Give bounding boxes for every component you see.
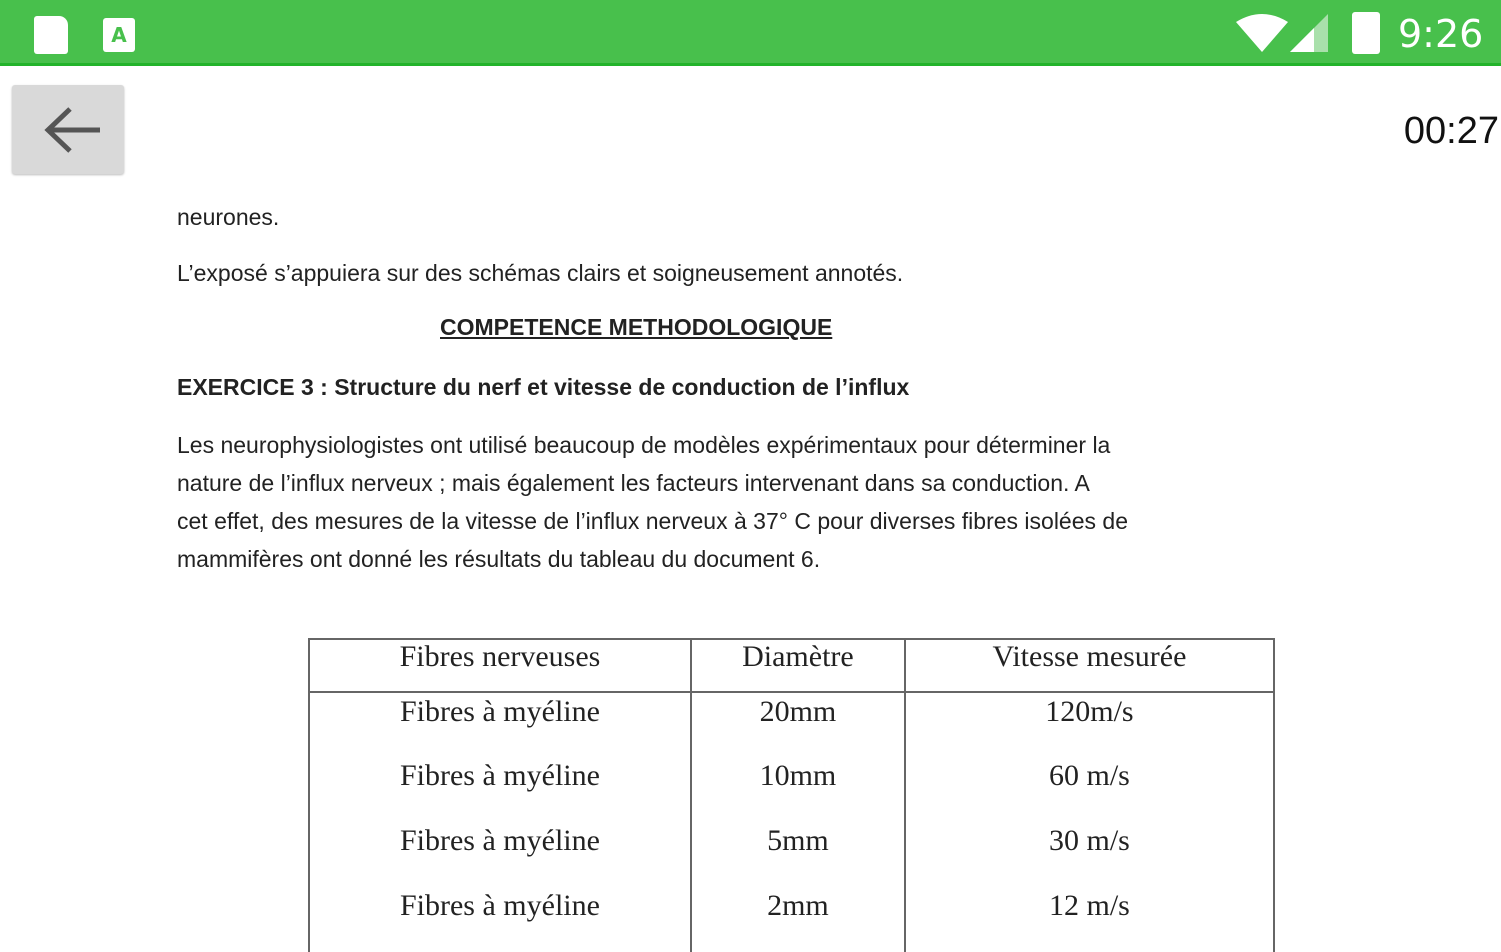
header-cell: Diamètre xyxy=(691,639,905,692)
cell: Fibres à myéline xyxy=(309,757,691,822)
sd-card-icon xyxy=(34,16,68,54)
cell: 5mm xyxy=(691,822,905,887)
data-table xyxy=(308,638,1275,952)
paragraph-line: Les neurophysiologistes ont utilisé beaucoup de modèles expérimentaux pour déterminer la xyxy=(177,432,1111,458)
paragraph-line: mammifères ont donné les résultats du tableau du document 6. xyxy=(177,546,821,572)
battery-charging-icon xyxy=(1352,12,1380,54)
app-a-icon: A xyxy=(103,18,135,52)
back-button[interactable] xyxy=(12,85,124,174)
cell: 2mm xyxy=(691,887,905,952)
cell: 10mm xyxy=(691,757,905,822)
paragraph-line: cet effet, des mesures de la vitesse de l’influx nerveux à 37° C pour diverses fibres isolées de xyxy=(177,508,1128,534)
table-row xyxy=(309,887,1274,952)
cell: 20mm xyxy=(691,692,905,757)
cell: Fibres à myéline xyxy=(309,822,691,887)
cell: 30 m/s xyxy=(905,822,1274,887)
table-row xyxy=(309,757,1274,822)
cell: Fibres à myéline xyxy=(309,887,691,952)
doc-line: L’exposé s’appuiera sur des schémas clairs et soigneusement annotés. xyxy=(177,260,904,286)
table-row xyxy=(309,822,1274,887)
cell: 12 m/s xyxy=(905,887,1274,952)
status-bar xyxy=(0,0,1501,66)
signal-icon xyxy=(1290,14,1330,54)
table-header xyxy=(309,639,1274,692)
header-cell: Vitesse mesurée xyxy=(905,639,1274,692)
header-cell: Fibres nerveuses xyxy=(309,639,691,692)
paragraph xyxy=(177,426,1128,578)
status-time: 9:26 xyxy=(1398,12,1484,56)
doc-line: neurones. xyxy=(177,204,280,230)
wifi-icon xyxy=(1236,14,1288,54)
exercise-title: EXERCICE 3 : Structure du nerf et vitesse de conduction de l’influx xyxy=(177,374,910,400)
cell: 60 m/s xyxy=(905,757,1274,822)
cell: 120m/s xyxy=(905,692,1274,757)
timer: 00:27 xyxy=(1403,110,1499,152)
paragraph-line: nature de l’influx nerveux ; mais également les facteurs intervenant dans sa conduction. A xyxy=(177,470,1090,496)
cell: Fibres à myéline xyxy=(309,692,691,757)
section-heading: COMPETENCE METHODOLOGIQUE xyxy=(440,314,833,340)
table-row xyxy=(309,692,1274,757)
arrow-left-icon xyxy=(12,85,124,174)
